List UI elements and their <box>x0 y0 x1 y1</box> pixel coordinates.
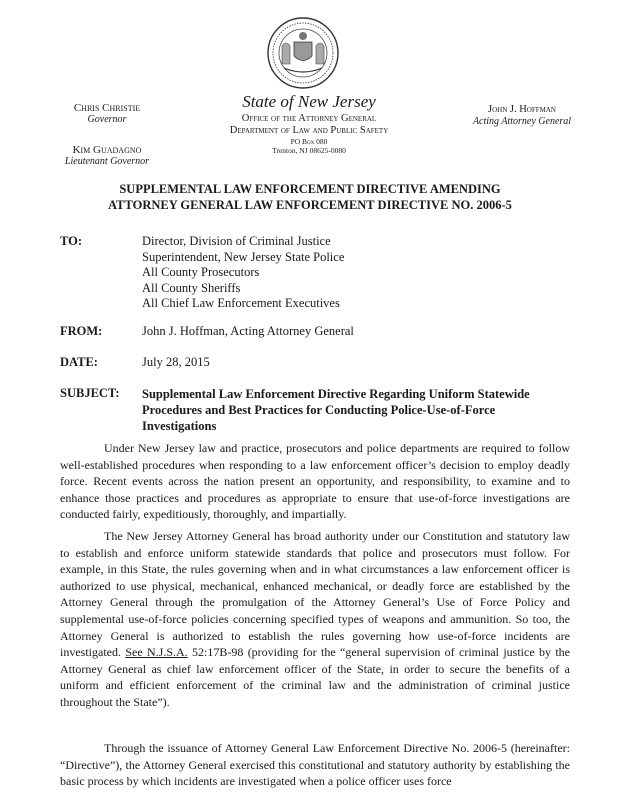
department-name: Department of Law and Public Safety <box>229 125 389 136</box>
governor-block <box>52 102 162 126</box>
subject-label: SUBJECT: <box>60 386 120 400</box>
governor-title: Governor <box>87 114 127 125</box>
directive-title <box>60 181 560 213</box>
to-recipient: Director, Division of Criminal Justice <box>142 234 331 248</box>
to-recipient: All County Sheriffs <box>142 280 241 295</box>
lt-governor-block <box>52 144 162 168</box>
to-recipient: Superintendent, New Jersey State Police <box>142 249 345 264</box>
to-list <box>142 234 344 312</box>
title-line-2: ATTORNEY GENERAL LAW ENFORCEMENT DIRECTIVE NO. 2006-5 <box>108 198 512 212</box>
from-value: John J. Hoffman, Acting Attorney General <box>142 324 354 338</box>
po-box: PO Box 080 <box>290 137 328 146</box>
city-address: Trenton, NJ 08625-0080 <box>272 146 346 155</box>
paragraph-2-citation-text: 52:17B-98 (providing for the “general supervision of criminal justice by the Attorney General as chief law enforcement officer of the State, in order to secure the benefits of a uniform and efficient enforcement of the criminal law and the administration of criminal justice throughout the State”). <box>60 645 570 709</box>
state-seal <box>266 16 340 90</box>
to-recipient: All Chief Law Enforcement Executives <box>142 296 340 310</box>
state-name: State of New Jersey <box>242 92 376 111</box>
date-label: DATE: <box>60 355 98 369</box>
subject-value: Supplemental Law Enforcement Directive Regarding Uniform Statewide Procedures and Best Practices for Conducting Police-Use-of-Force Investigations <box>142 387 530 433</box>
date-value: July 28, 2015 <box>142 355 210 369</box>
ag-block <box>452 104 592 128</box>
ag-title: Acting Attorney General <box>472 116 572 127</box>
letterhead <box>196 93 422 155</box>
statute-citation: See N.J.S.A. <box>125 645 188 660</box>
office-name: Office of the Attorney General <box>241 113 377 124</box>
lt-governor-title: Lieutenant Governor <box>64 156 150 167</box>
to-label: TO: <box>60 234 82 248</box>
lt-governor-name: Kim Guadagno <box>72 144 142 156</box>
from-label: FROM: <box>60 324 103 338</box>
title-line-1: SUPPLEMENTAL LAW ENFORCEMENT DIRECTIVE AMENDING <box>119 182 501 196</box>
body-paragraph-1: Under New Jersey law and practice, prosecutors and police departments are required to follow well-established procedures when responding to a law enforcement officer’s decision to employ deadly force. Recent events across the nation present an opportunity, and responsibility, to examine and to enhance those practices and procedures as appropriate to ensure that use-of-force investigations are conducted fairly, expeditiously, thoroughly, and impartially. <box>60 441 570 522</box>
body-paragraph-2 <box>60 528 570 711</box>
to-recipient: All County Prosecutors <box>142 265 260 279</box>
governor-name: Chris Christie <box>73 102 141 114</box>
body-paragraph-3: Through the issuance of Attorney General Law Enforcement Directive No. 2006-5 (hereinafter: “Directive”), the Attorney General exercised this constitutional and statutory authority by establishing the basic process by which incidents are investigated when a police officer uses force <box>60 741 570 789</box>
paragraph-2-text: The New Jersey Attorney General has broad authority under our Constitution and statutory law to establish and enforce uniform statewide standards that police and prosecutors must follow. For example, in this State, the rules governing when and in what circumstances a law enforcement officer is authorized to use physical, mechanical, enhanced mechanical, or deadly force are established by the Attorney General through the promulgation of the Attorney General’s Use of Force Policy and supplemental use-of-force policies concerning specified types of weapons and ammunition. So too, the Attorney General is authorized to establish the rules governing how use-of-force incidents are investigated. <box>60 529 570 660</box>
ag-name: John J. Hoffman <box>488 104 556 115</box>
